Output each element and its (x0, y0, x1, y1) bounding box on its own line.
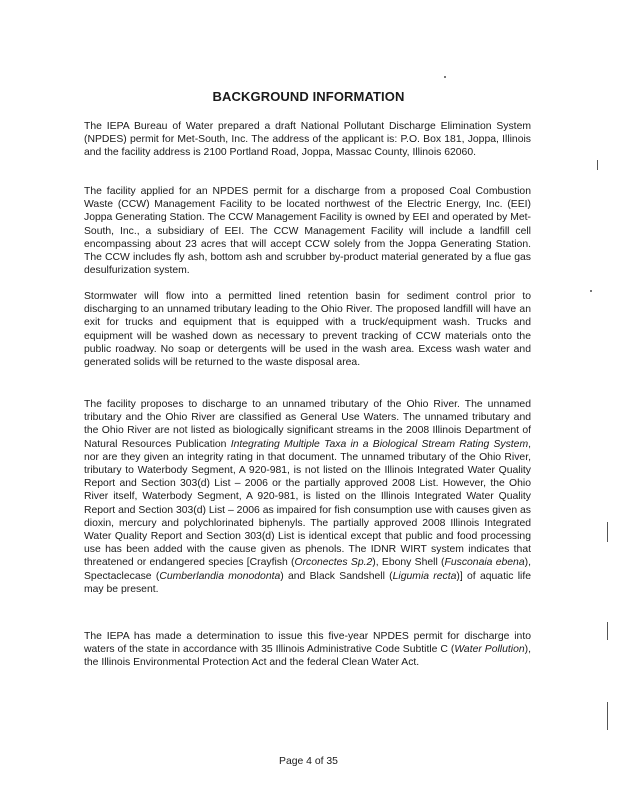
paragraph-3: Stormwater will flow into a permitted lined retention basin for sediment control prior to discharging to an unnamed tributary leading to the Ohio River. The proposed landfill will have an exit for trucks and equipment that is equipped with a truck/equipment wash. Trucks and equipment will be washed down as necessary to prevent tracking of CCW materials onto the public roadway. No soap or detergents will be used in the wash area. Excess wash water and generated solids will be returned to the waste disposal area. (84, 291, 531, 369)
scan-speck (444, 76, 446, 78)
margin-mark (597, 160, 598, 170)
paragraph-5-italic-water-pollution: Water Pollution (454, 644, 525, 656)
paragraph-4 (84, 398, 531, 596)
margin-mark (607, 522, 608, 542)
paragraph-5-text-2: ), the Illinois Environmental Protection Act and the federal Clean Water Act. (84, 644, 531, 669)
margin-mark (607, 702, 608, 730)
paragraph-4-text-3: ), Ebony Shell ( (372, 557, 445, 569)
margin-mark (607, 622, 608, 640)
paragraph-4-italic-black-sandshell: Ligumia recta (392, 570, 457, 582)
paragraph-1: The IEPA Bureau of Water prepared a draft National Pollutant Discharge Elimination System (NPDES) permit for Met-South, Inc. The address of the applicant is: P.O. Box 181, Joppa, Illinois and the facility address is 2100 Portland Road, Joppa, Massac County, Illinois 62060. (84, 121, 531, 159)
paragraph-4-italic-crayfish: Orconectes Sp.2 (294, 557, 373, 569)
paragraph-4-italic-ebony-shell: Fusconaia ebena (444, 557, 525, 569)
paragraph-4-text-1: The facility proposes to discharge to an unnamed tributary of the Ohio River. The unnamed tributary and the Ohio River are classified as General Use Waters. The unnamed tributary and the Ohio River are not listed as biologically significant streams in the 2008 Illinois Department of Natural Resources Publication (84, 399, 531, 450)
paragraph-5 (84, 630, 531, 670)
paragraph-2: The facility applied for an NPDES permit for a discharge from a proposed Coal Combustion Waste (CCW) Management Facility to be located northwest of the Electric Energy, Inc. (EEI) Joppa Generating Station. The CCW Management Facility is owned by EEI and operated by Met-South, Inc., a subsidiary of EEI. The CCW Management Facility will include a landfill cell encompassing about 23 acres that will accept CCW solely from the Joppa Generating Station. The CCW includes fly ash, bottom ash and scrubber by-product material generated by a flue gas desulfurization system. (84, 186, 531, 277)
paragraph-4-text-2: , nor are they given an integrity rating in that document. The unnamed tributary of the Ohio River, tributary to Waterbody Segment, A 920-981, is not listed on the Illinois Integrated Water Quality Report and Section 303(d) List – 2006 or the partially approved 2008 List. However, the Ohio River itself, Waterbody Segment, A 920-981, is listed on the Illinois Integrated Water Quality Report and Section 303(d) List – 2006 as impaired for fish consumption use with causes given as dioxin, mercury and polychlorinated biphenyls. The partially approved 2008 Illinois Integrated Water Quality Report and Section 303(d) List is identical except that public and food processing use has been added with the cause given as phenols. The IDNR WIRT system indicates that threatened or endangered species [Crayfish ( (84, 438, 532, 569)
paragraph-5-text-1: The IEPA has made a determination to issue this five-year NPDES permit for discharge into waters of the state in accordance with 35 Illinois Administrative Code Subtitle C ( (84, 631, 531, 656)
scan-speck (590, 290, 592, 292)
paragraph-4-italic-publication: Integrating Multiple Taxa in a Biological Stream Rating System (230, 438, 529, 450)
paragraph-4-text-5: ) and Black Sandshell ( (280, 570, 393, 582)
page-footer: Page 4 of 35 (279, 756, 338, 767)
paragraph-4-italic-spectaclecase: Cumberlandia monodonta (159, 570, 281, 582)
paragraph-4-text-6: )] of aquatic life may be present. (84, 570, 532, 595)
paragraph-4-text-4: ), Spectaclecase ( (84, 557, 531, 582)
page-title: BACKGROUND INFORMATION (212, 89, 405, 104)
